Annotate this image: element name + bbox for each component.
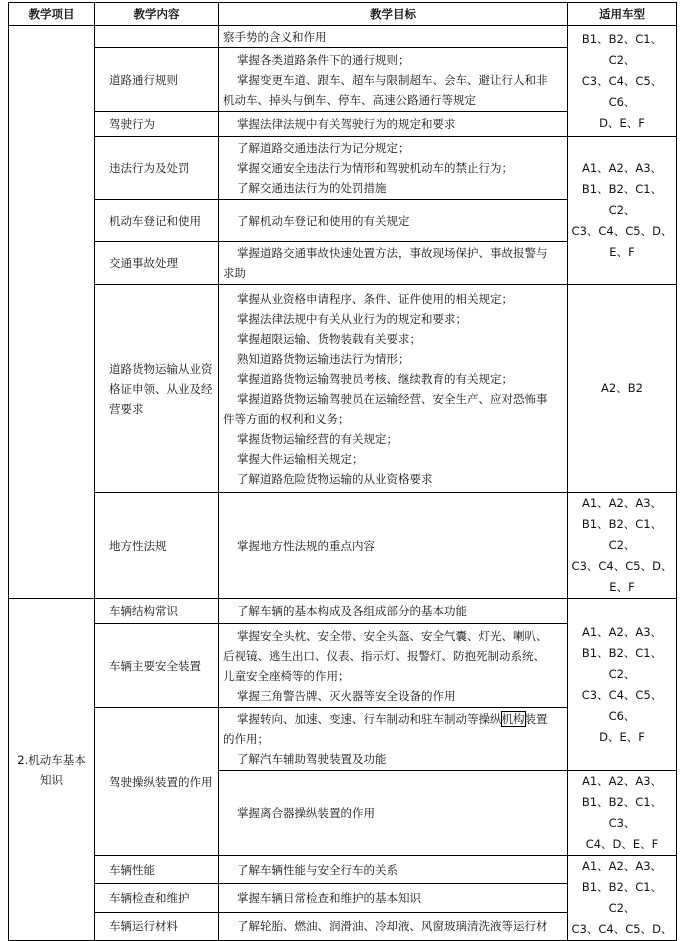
goal-line: 了解交通违法行为的处罚措施 bbox=[237, 181, 387, 195]
goal-line: 掌握交通安全违法行为情形和驾驶机动车的禁止行为； bbox=[237, 161, 513, 175]
car-types-line: C4、D、E、F bbox=[585, 837, 659, 851]
goal-line: 熟知道路货物运输违法行为情形； bbox=[237, 351, 410, 366]
table-row bbox=[9, 26, 677, 48]
content-cell: 车辆检查和维护 bbox=[95, 884, 219, 912]
project-cell-section1 bbox=[9, 26, 95, 599]
car-types-cell bbox=[568, 493, 677, 599]
goal-cell bbox=[219, 624, 568, 708]
goal-line: 的作用； bbox=[223, 732, 269, 746]
goal-line: 了解道路交通违法行为记分规定； bbox=[237, 141, 410, 155]
goal-line: 掌握货物运输经营的有关规定； bbox=[237, 431, 398, 446]
goal-cell bbox=[219, 112, 568, 137]
header-goal: 教学目标 bbox=[219, 3, 568, 26]
goal-line: 了解车辆的基本构成及各组成部分的基本功能 bbox=[237, 604, 467, 618]
goal-line: 掌握法律法规中有关从业行为的规定和要求； bbox=[237, 311, 467, 326]
goal-line: 掌握大件运输相关规定； bbox=[237, 451, 364, 466]
car-types-cell bbox=[568, 599, 677, 771]
goal-cell bbox=[219, 856, 568, 884]
goal-line: 掌握从业资格申请程序、条件、证件使用的相关规定； bbox=[237, 291, 513, 306]
goal-line: 掌握道路货物运输驾驶员在运输经营、安全生产、应对恐怖事 bbox=[237, 391, 548, 406]
car-types-line: C3、C4、C5、C6、 bbox=[581, 73, 663, 109]
goal-cell bbox=[219, 912, 568, 940]
goal-cell bbox=[219, 137, 568, 200]
header-car-types: 适用车型 bbox=[568, 3, 677, 26]
highlighted-word: 机构 bbox=[501, 712, 525, 726]
car-types-line: A1、A2、A3、 bbox=[581, 496, 663, 510]
goal-line: 掌握道路货物运输驾驶员考核、继续教育的有关规定； bbox=[237, 371, 513, 386]
goal-line: 儿童安全座椅等的作用； bbox=[223, 668, 350, 683]
goal-line: 掌握各类道路条件下的通行规则； bbox=[237, 52, 410, 67]
table-row bbox=[9, 137, 677, 200]
goal-cell bbox=[219, 884, 568, 912]
car-types-cell bbox=[568, 771, 677, 856]
goal-line: 了解机动车登记和使用的有关规定 bbox=[237, 213, 410, 228]
car-types-line: E、F bbox=[609, 580, 635, 594]
car-types-line: B1、B2、C1、C2、 bbox=[581, 645, 663, 681]
goal-line: 掌握超限运输、货物装载有关要求； bbox=[237, 331, 421, 346]
goal-cell bbox=[219, 493, 568, 599]
goal-line: 掌握安全头枕、安全带、安全头盔、安全气囊、灯光、喇叭、 bbox=[237, 628, 548, 643]
teaching-table bbox=[8, 2, 677, 941]
goal-line: 掌握离合器操纵装置的作用 bbox=[237, 806, 375, 820]
goal-cell bbox=[219, 242, 568, 285]
car-types-line: B1、B2、C1、C2、 bbox=[581, 517, 663, 552]
car-types-cell bbox=[568, 856, 677, 941]
goal-line: 掌握地方性法规的重点内容 bbox=[237, 538, 375, 553]
goal-line: 了解车辆性能与安全行车的关系 bbox=[237, 862, 398, 877]
car-types-line: A1、A2、A3、 bbox=[581, 161, 663, 175]
car-types-line: A2、B2 bbox=[601, 381, 643, 395]
table-row bbox=[9, 856, 677, 884]
content-cell: 车辆结构常识 bbox=[95, 599, 219, 624]
content-cell: 地方性法规 bbox=[95, 493, 219, 599]
goal-line: 掌握转向、加速、变速、行车制动和驻车制动等操纵机构装置 bbox=[237, 712, 548, 726]
content-cell bbox=[95, 26, 219, 48]
table-row bbox=[9, 285, 677, 493]
goal-line: 掌握法律法规中有关驾驶行为的规定和要求 bbox=[237, 117, 456, 131]
table-row bbox=[9, 599, 677, 624]
project-cell-section2: 2.机动车基本知识 bbox=[9, 599, 95, 941]
goal-cell bbox=[219, 285, 568, 493]
car-types-line: C3、C4、C5、D、 bbox=[571, 922, 673, 936]
header-row bbox=[9, 3, 677, 26]
content-cell: 道路货物运输从业资格证申领、从业及经营要求 bbox=[95, 285, 219, 493]
car-types-cell bbox=[568, 26, 677, 137]
content-cell: 驾驶操纵装置的作用 bbox=[95, 708, 219, 856]
goal-line: 掌握道路交通事故快速处置方法，事故现场保护、事故报警与 bbox=[237, 246, 548, 260]
goal-line: 后视镜、逃生出口、仪表、指示灯、报警灯、防抱死制动系统、 bbox=[223, 648, 545, 663]
content-cell: 车辆主要安全装置 bbox=[95, 624, 219, 708]
goal-line: 件等方面的权利和义务； bbox=[223, 411, 350, 426]
goal-line: 掌握车辆日常检查和维护的基本知识 bbox=[237, 890, 421, 905]
car-types-line: B1、B2、C1、C3、 bbox=[581, 795, 663, 830]
car-types-line: B1、B2、C1、C2、 bbox=[581, 31, 663, 67]
goal-line: 机动车、掉头与倒车、停车、高速公路通行等规定 bbox=[223, 92, 476, 107]
car-types-line: C3、C4、C5、D、 bbox=[571, 559, 673, 573]
goal-line: 了解轮胎、燃油、润滑油、冷却液、风窗玻璃清洗液等运行材 bbox=[237, 919, 548, 934]
car-types-line: B1、B2、C1、C2、 bbox=[581, 880, 663, 915]
car-types-line: D、E、F bbox=[599, 115, 645, 130]
car-types-cell bbox=[568, 137, 677, 285]
car-types-line: E、F bbox=[609, 245, 635, 259]
content-cell: 驾驶行为 bbox=[95, 112, 219, 137]
car-types-cell bbox=[568, 285, 677, 493]
car-types-line: C3、C4、C5、C6、 bbox=[581, 687, 663, 723]
goal-line: 求助 bbox=[223, 266, 246, 280]
content-cell: 违法行为及处罚 bbox=[95, 137, 219, 200]
goal-line: 了解道路危险货物运输的从业资格要求 bbox=[237, 471, 433, 486]
goal-line: 察手势的含义和作用 bbox=[223, 29, 327, 44]
goal-cell bbox=[219, 771, 568, 856]
content-cell: 交通事故处理 bbox=[95, 242, 219, 285]
goal-cell bbox=[219, 708, 568, 771]
car-types-line: A1、A2、A3、 bbox=[581, 624, 663, 639]
content-cell: 道路通行规则 bbox=[95, 48, 219, 112]
car-types-line: A1、A2、A3、 bbox=[581, 774, 663, 788]
content-cell: 机动车登记和使用 bbox=[95, 200, 219, 242]
car-types-line: A1、A2、A3、 bbox=[581, 859, 663, 873]
table-row bbox=[9, 493, 677, 599]
content-cell: 车辆性能 bbox=[95, 856, 219, 884]
goal-cell bbox=[219, 200, 568, 242]
goal-line: 掌握三角警告牌、灭火器等安全设备的作用 bbox=[237, 688, 456, 703]
goal-line: 了解汽车辅助驾驶装置及功能 bbox=[237, 752, 387, 766]
header-content: 教学内容 bbox=[95, 3, 219, 26]
header-project: 教学项目 bbox=[9, 3, 95, 26]
content-cell: 车辆运行材料 bbox=[95, 912, 219, 940]
car-types-line: C3、C4、C5、D、 bbox=[571, 224, 673, 238]
car-types-line: D、E、F bbox=[599, 729, 645, 744]
goal-cell bbox=[219, 48, 568, 112]
goal-line: 掌握变更车道、跟车、超车与限制超车、会车、避让行人和非 bbox=[237, 72, 548, 87]
goal-cell bbox=[219, 26, 568, 48]
goal-cell bbox=[219, 599, 568, 624]
car-types-line: B1、B2、C1、C2、 bbox=[581, 182, 663, 217]
